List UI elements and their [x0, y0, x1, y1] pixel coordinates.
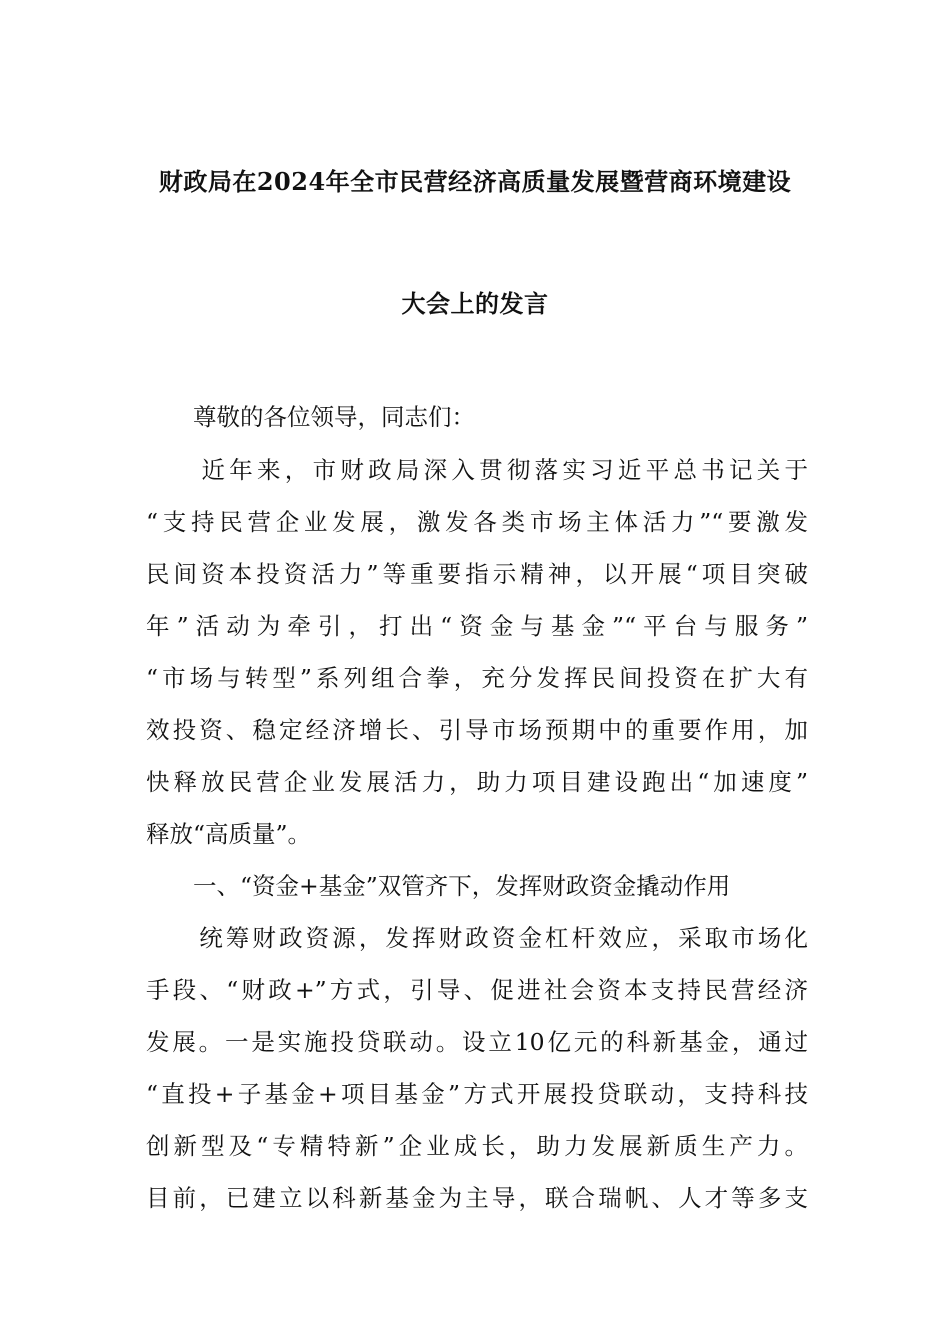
paragraph-line: 效投资、稳定经济增长、引导市场预期中的重要作用，加 [146, 716, 808, 744]
paragraph-line: “市场与转型”系列组合拳，充分发挥民间投资在扩大有 [146, 664, 808, 692]
paragraph-line: 手段、“财政+”方式，引导、促进社会资本支持民营经济 [146, 976, 808, 1004]
paragraph-line: 近年来，市财政局深入贯彻落实习近平总书记关于 [146, 456, 808, 484]
paragraph-line: 统筹财政资源，发挥财政资金杠杆效应，采取市场化 [146, 924, 808, 952]
salutation-line: 尊敬的各位领导，同志们： [146, 403, 475, 431]
document-title-line-1: 财政局在2024年全市民营经济高质量发展暨营商环境建设 [158, 167, 792, 196]
paragraph-line: 发展。一是实施投贷联动。设立10亿元的科新基金，通过 [146, 1028, 808, 1056]
paragraph-line: 目前，已建立以科新基金为主导，联合瑞帆、人才等多支 [146, 1184, 808, 1212]
paragraph-line: “支持民营企业发展，激发各类市场主体活力”“要激发 [146, 508, 808, 536]
paragraph-line: 民间资本投资活力”等重要指示精神，以开展“项目突破 [146, 560, 808, 588]
document-title-line-2: 大会上的发言 [401, 289, 549, 318]
paragraph-line: 快释放民营企业发展活力，助力项目建设跑出“加速度” [146, 768, 808, 796]
paragraph-line-last: 释放“高质量”。 [146, 820, 312, 848]
paragraph-line: “直投+子基金+项目基金”方式开展投贷联动，支持科技 [146, 1080, 808, 1108]
section-heading: 一、“资金+基金”双管齐下，发挥财政资金撬动作用 [146, 872, 731, 900]
paragraph-line: 年”活动为牵引，打出“资金与基金”“平台与服务” [146, 612, 808, 640]
paragraph-line: 创新型及“专精特新”企业成长，助力发展新质生产力。 [146, 1132, 808, 1160]
